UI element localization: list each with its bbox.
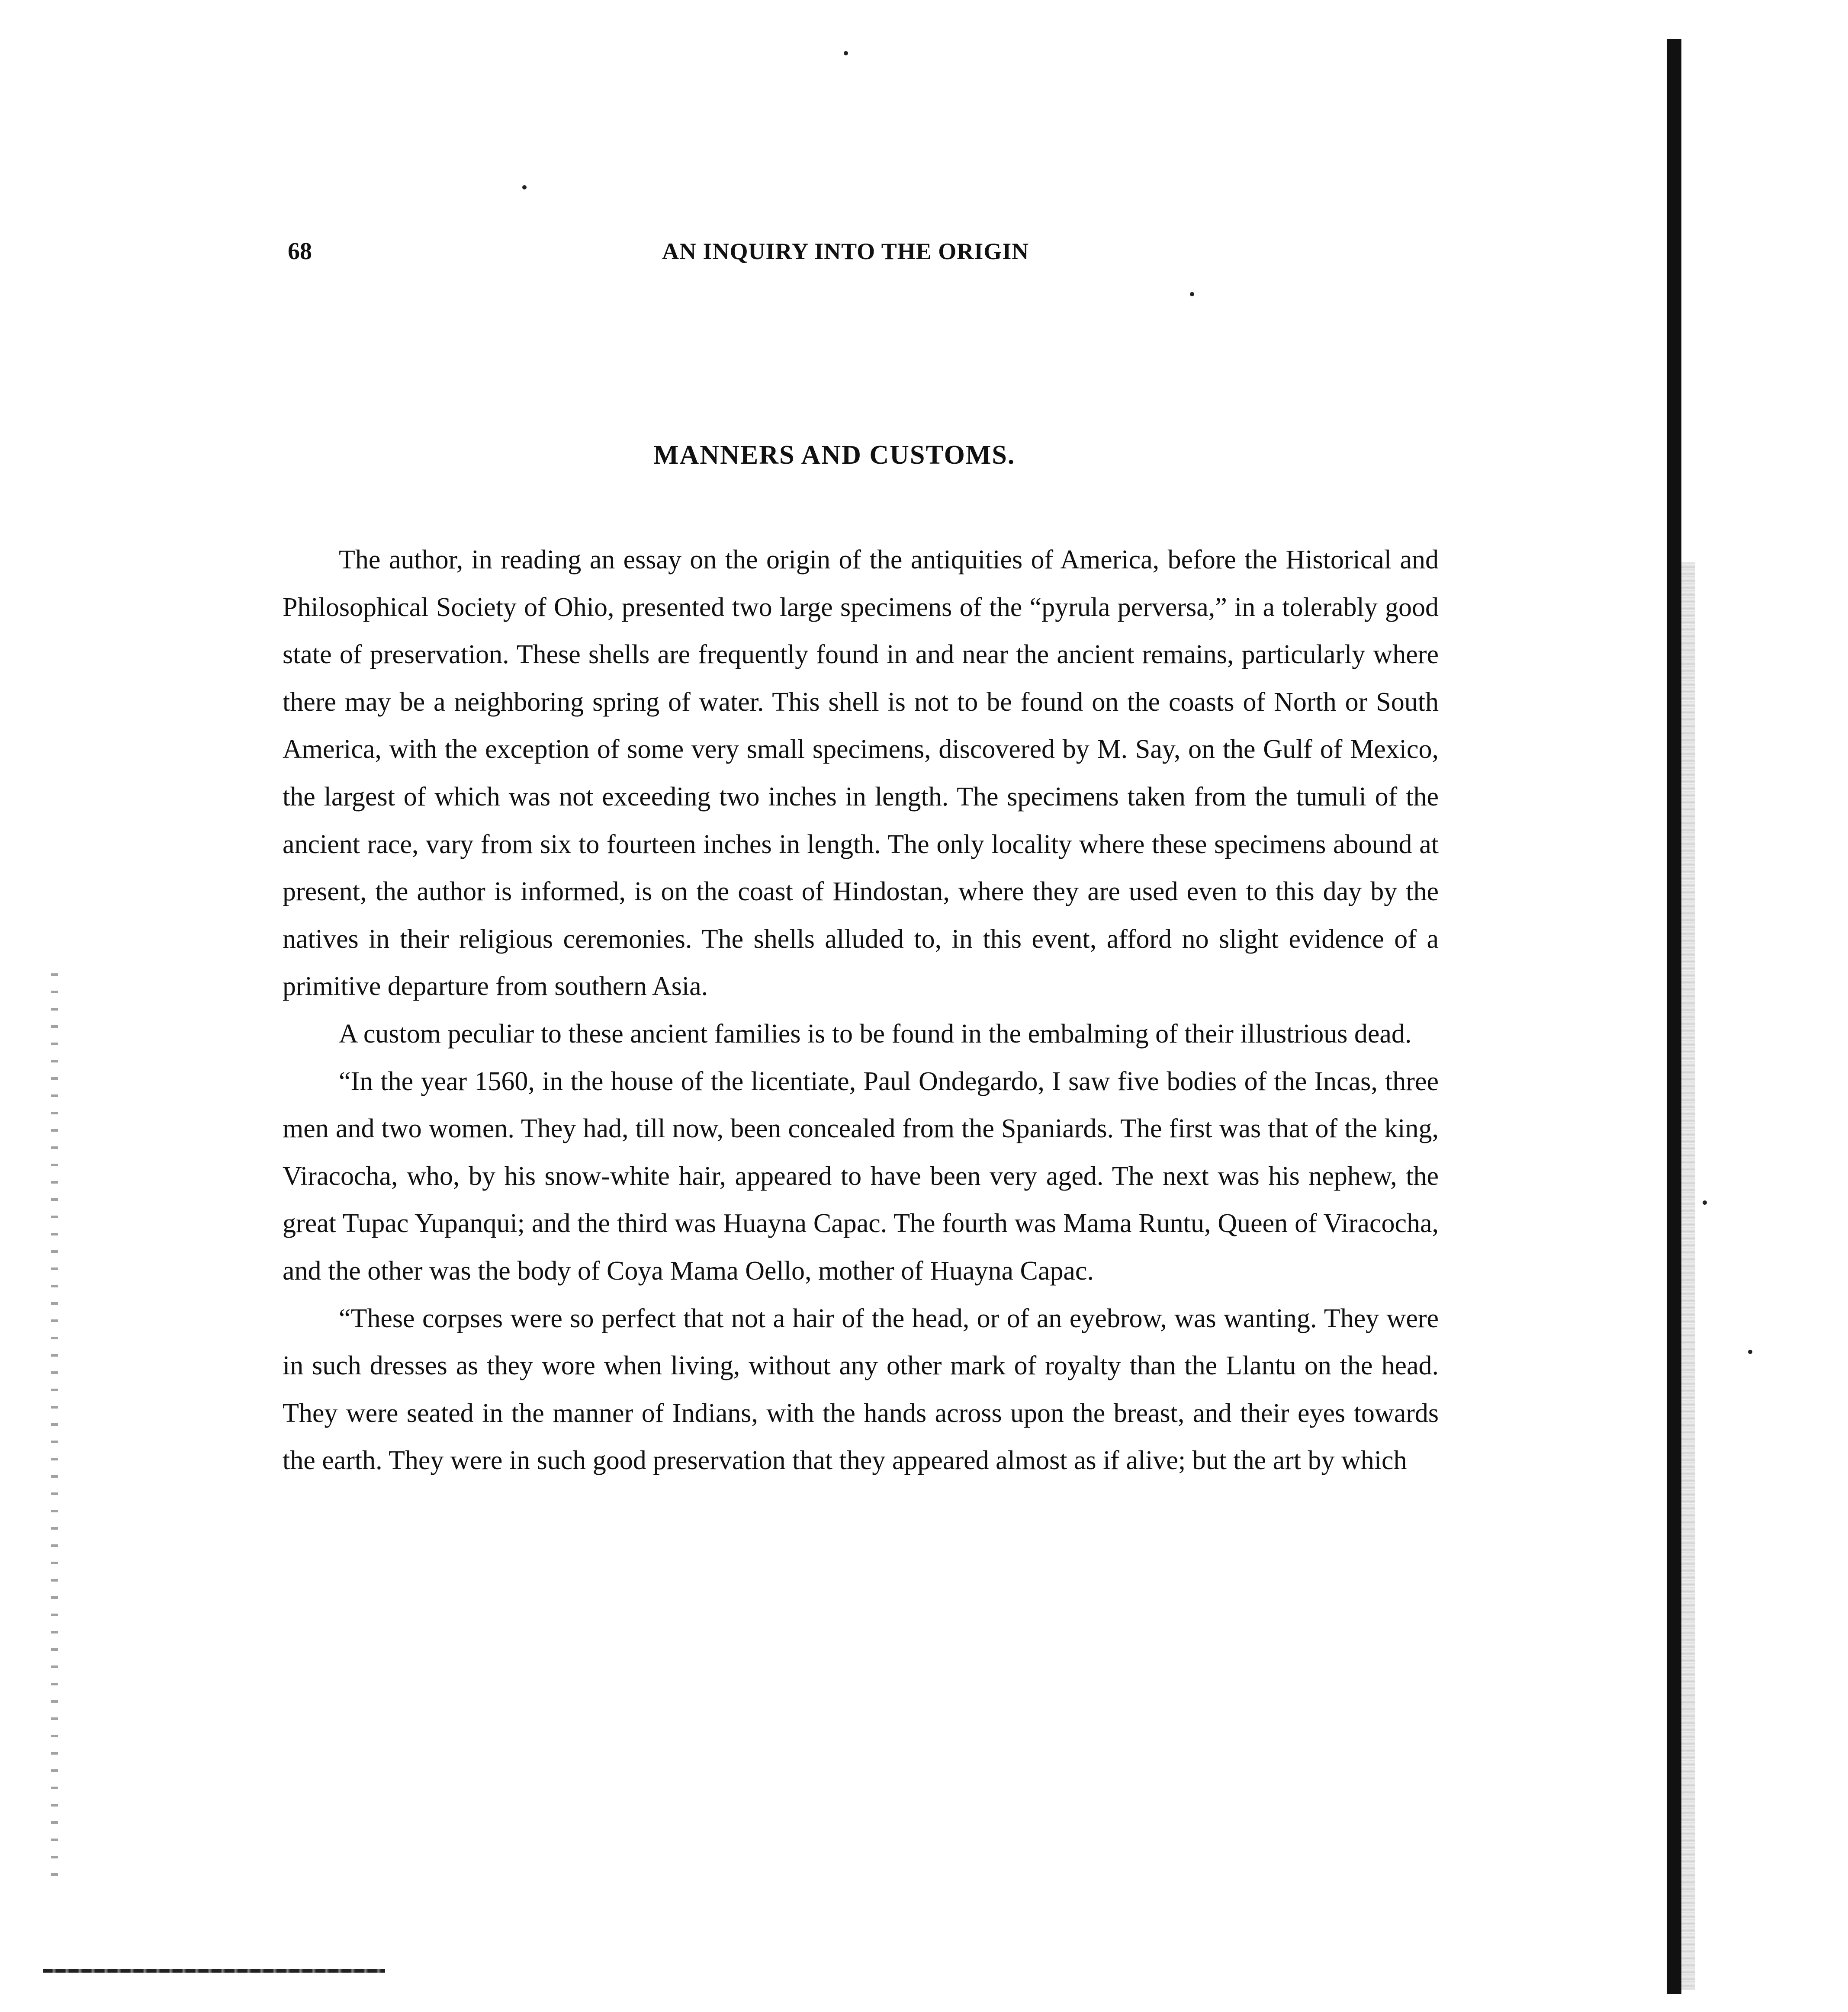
scan-speck bbox=[522, 185, 527, 189]
binding-edge-shadow bbox=[1667, 39, 1681, 1994]
scan-speck bbox=[1703, 1200, 1707, 1205]
paragraph: A custom peculiar to these ancient families is to be found in the embalming of their illustrious dead. bbox=[339, 1019, 1412, 1049]
scan-speck bbox=[1748, 1350, 1752, 1354]
binding-edge-texture bbox=[1681, 562, 1695, 1990]
paragraph: “In the year 1560, in the house of the licentiate, Paul Ondegardo, I saw five bodies of the Incas, three men and two women. They had, till now, been concealed from the Spaniards. The first was that of the king, Viracocha, who, by his snow-white hair, appeared to have been very aged. The next was his nephew, the great Tupac Yupanqui; and the third was Huayna Capac. The fourth was Mama Runtu, Queen of Viracocha, and the other was the body of Coya Mama Oello, mother of Huayna Capac. bbox=[283, 1066, 1439, 1286]
scan-bottom-rule bbox=[43, 1969, 385, 1973]
page-number: 68 bbox=[288, 238, 312, 265]
section-heading: MANNERS AND CUSTOMS. bbox=[653, 440, 1016, 470]
paragraph: “These corpses were so perfect that not a hair of the head, or of an eyebrow, was wanting. They were in such dresses as they wore when living, without any other mark of royalty than the Llantu on the head. They were seated in the manner of Indians, with the hands across upon the breast, and their eyes towards the earth. They were in such good preservation that they appeared almost as if alive; but the art by which bbox=[283, 1303, 1439, 1476]
body-text bbox=[283, 536, 1439, 1485]
scan-margin-marks bbox=[51, 973, 58, 1882]
paragraph: The author, in reading an essay on the origin of the antiquities of America, before the Historical and Philosophical Society of Ohio, presented two large specimens of the “pyrula perversa,” in a tolerably good state of preservation. These shells are frequently found in and near the ancient remains, particularly where there may be a neighboring spring of water. This shell is not to be found on the coasts of North or South America, with the exception of some very small specimens, discovered by M. Say, on the Gulf of Mexico, the largest of which was not exceeding two inches in length. The specimens taken from the tumuli of the ancient race, vary from six to fourteen inches in length. The only locality where these specimens abound at present, the author is informed, is on the coast of Hindostan, where they are used even to this day by the natives in their religious ceremonies. The shells alluded to, in this event, afford no slight evidence of a primitive departure from southern Asia. bbox=[283, 545, 1439, 1001]
running-title: AN INQUIRY INTO THE ORIGIN bbox=[662, 238, 1029, 264]
scan-speck bbox=[1190, 292, 1194, 296]
scan-speck bbox=[844, 51, 848, 55]
